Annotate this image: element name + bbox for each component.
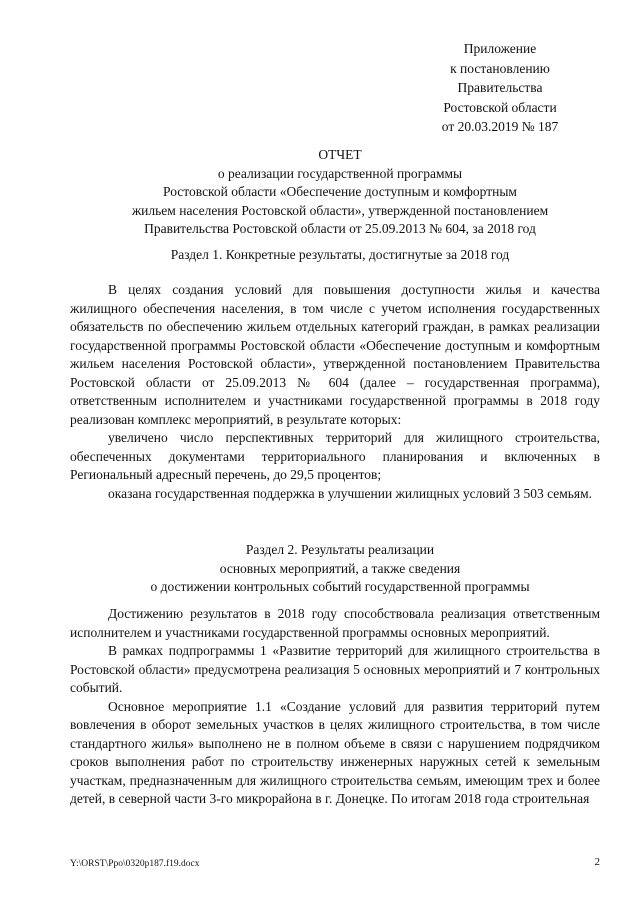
- section1-heading: Раздел 1. Конкретные результаты, достигнутые за 2018 год: [170, 247, 510, 262]
- appendix-line: Приложение: [463, 41, 537, 56]
- report-subtitle-line: о реализации государственной программы: [217, 165, 463, 181]
- paragraph: В целях создания условий для повышения доступности жилья и качества жилищного обеспечения населения, в том числе с учетом исполнения государственных обязательств по обеспечению жильем отдельных категорий граждан, в рамках реализации государственной программы Ростовской области «Обеспечение доступным и комфортным жильем населения Ростовской области», утвержденной постановлением Правительства Ростовской области от 25.09.2013 № 604 (далее – государственная программа), ответственным исполнителем и участниками государственной программы в 2018 году реализован комплекс мероприятий, в результате которых:: [70, 282, 600, 427]
- page-number: 2: [594, 856, 600, 868]
- section2-heading-line: основных мероприятий, а также сведения: [219, 560, 461, 576]
- section2-body: [70, 605, 600, 809]
- report-subtitle-line: жильем населения Ростовской области», утвержденной постановлением: [131, 202, 549, 218]
- appendix-line: Правительства: [457, 80, 543, 95]
- paragraph: Основное мероприятие 1.1 «Создание условий для развития территорий путем вовлечения в оборот земельных участков в целях жилищного строительства, в том числе стандартного жилья» выполнено не в полном объеме в связи с нарушением подрядчиком сроков выполнения работ по строительству инженерных наружных сетей к земельным участкам, предназначенным для жилищного строительства семьям, имеющим трех и более детей, в северной части 3-го микрорайона в г. Донецке. По итогам 2018 года строительная: [70, 698, 600, 806]
- report-title: ОТЧЕТ: [318, 147, 362, 162]
- section2-heading-line: Раздел 2. Результаты реализации: [245, 542, 435, 557]
- report-subtitle-line: Правительства Ростовской области от 25.09.2013 № 604, за 2018 год: [144, 221, 536, 236]
- section2-heading: [40, 541, 640, 597]
- appendix-line: Ростовской области: [443, 99, 557, 115]
- footer-file-path: Y:\ORST\Ppo\0320p187.f19.docx: [70, 859, 200, 869]
- appendix-line: от 20.03.2019 № 187: [441, 119, 559, 134]
- report-title-block: [40, 146, 640, 239]
- section1-body: [70, 281, 600, 503]
- paragraph: Достижению результатов в 2018 году способствовала реализация ответственным исполнителем и участниками государственной программы основных мероприятий.: [70, 606, 600, 640]
- appendix-header: [400, 39, 600, 137]
- appendix-line: к постановлению: [450, 60, 550, 76]
- report-subtitle-line: Ростовской области «Обеспечение доступным и комфортным: [163, 184, 517, 199]
- section2-heading-line: о достижении контрольных событий государственной программы: [150, 579, 530, 594]
- paragraph: увеличено число перспективных территорий для жилищного строительства, обеспеченных документами территориального планирования и включенных в Региональный адресный перечень, до 29,5 процентов;: [70, 430, 600, 482]
- paragraph: В рамках подпрограммы 1 «Развитие территорий для жилищного строительства в Ростовской области» предусмотрена реализация 5 основных мероприятий и 7 контрольных событий.: [70, 643, 600, 695]
- paragraph: оказана государственная поддержка в улучшении жилищных условий 3 503 семьям.: [108, 485, 593, 501]
